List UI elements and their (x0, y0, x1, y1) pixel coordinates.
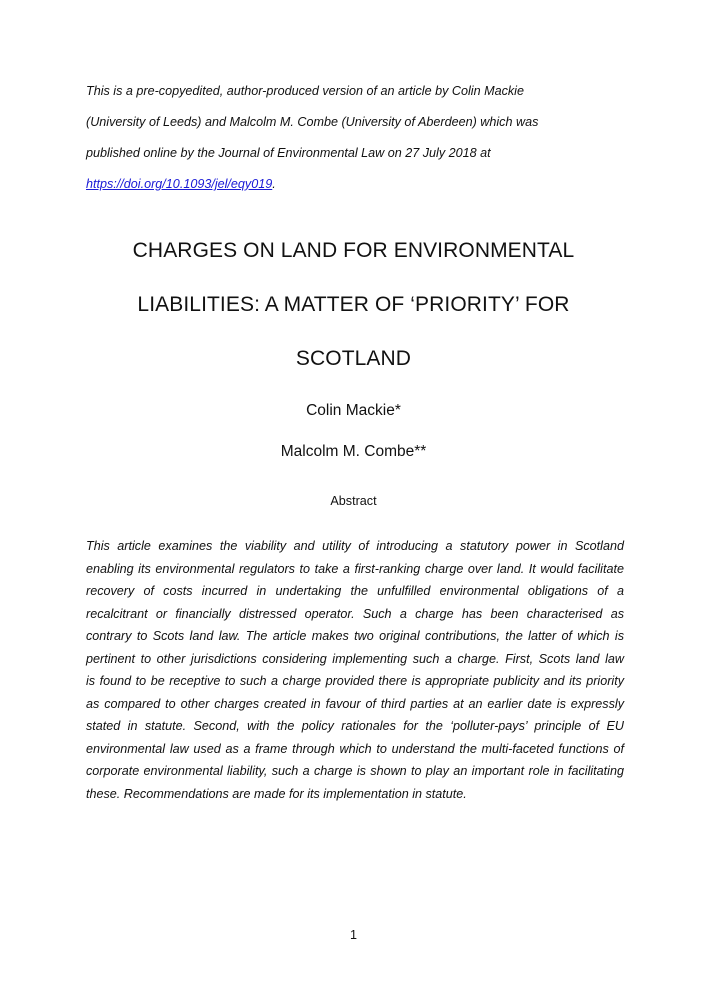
abstract-line: is found to be receptive to such a charge provided there is appropriate publicity and its priority (86, 674, 624, 688)
doi-link[interactable]: https://doi.org/10.1093/jel/eqy019 (86, 177, 273, 191)
abstract-line: as compared to other charges created in favour of third parties at an earlier date is expressly (86, 696, 624, 711)
prefatory-note-line: (University of Leeds) and Malcolm M. Combe (University of Aberdeen) which was (86, 115, 539, 129)
abstract-line: This article examines the viability and utility of introducing a statutory power in Scotland (86, 539, 624, 553)
article-title (0, 224, 707, 386)
abstract-line: environmental law used as a frame through which to understand the multi-faceted functions of (86, 741, 624, 756)
article-title-line: LIABILITIES: A MATTER OF ‘PRIORITY’ FOR (137, 293, 570, 316)
article-title-line: SCOTLAND (295, 347, 412, 370)
prefatory-note-doi-line (86, 169, 626, 200)
abstract-line: recalcitrant or financially distressed operator. Such a charge has been characterised as (86, 606, 624, 621)
abstract-line: recovery of costs incurred in undertaking the unfulfilled environmental obligations of a (86, 584, 624, 598)
abstract-heading: Abstract (330, 494, 377, 508)
abstract-line: corporate environmental liability, such a charge is shown to play an important role in facilitating (86, 764, 624, 778)
abstract-line: pertinent to other jurisdictions considering implementing such a charge. First, Scots land law (86, 651, 624, 666)
abstract-line: stated in statute. Second, with the policy rationales for the ‘polluter-pays’ principle of EU (86, 719, 624, 733)
abstract-line: enabling its environmental regulators to take a first-ranking charge over land. It would facilitate (86, 561, 624, 576)
prefatory-note-line: published online by the Journal of Environmental Law on 27 July 2018 at (86, 146, 491, 160)
prefatory-note-line: This is a pre-copyedited, author-produced version of an article by Colin Mackie (86, 84, 524, 98)
article-title-line: CHARGES ON LAND FOR ENVIRONMENTAL (132, 239, 575, 262)
author-name: Malcolm M. Combe** (280, 443, 427, 460)
abstract-line: contrary to Scots land law. The article makes two original contributions, the latter of which is (86, 629, 624, 643)
abstract-body (86, 535, 624, 805)
abstract-line: these. Recommendations are made for its implementation in statute. (86, 786, 467, 801)
doi-trailing-punctuation: . (272, 177, 276, 191)
prefatory-note (86, 76, 626, 200)
page-number: 1 (349, 928, 357, 942)
author-name: Colin Mackie* (306, 402, 401, 419)
